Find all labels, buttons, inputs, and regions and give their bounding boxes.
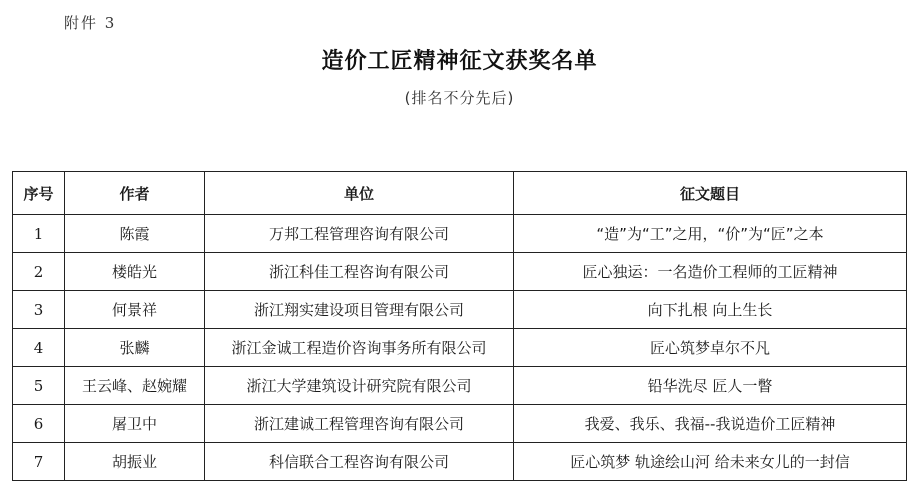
- column-header-unit: 单位: [205, 172, 514, 215]
- cell-unit: 浙江翔实建设项目管理有限公司: [205, 291, 514, 329]
- cell-no: 7: [13, 443, 65, 481]
- cell-essay: 匠心筑梦卓尔不凡: [514, 329, 907, 367]
- cell-essay: 铅华洗尽 匠人一瞥: [514, 367, 907, 405]
- cell-no: 5: [13, 367, 65, 405]
- attachment-label: 附件 3: [64, 14, 117, 32]
- cell-author: 张麟: [65, 329, 205, 367]
- cell-author: 何景祥: [65, 291, 205, 329]
- cell-no: 3: [13, 291, 65, 329]
- cell-unit: 浙江建诚工程管理咨询有限公司: [205, 405, 514, 443]
- cell-author: 王云峰、赵婉耀: [65, 367, 205, 405]
- cell-essay: 向下扎根 向上生长: [514, 291, 907, 329]
- page-subtitle: (排名不分先后): [404, 89, 515, 107]
- table-row: [13, 253, 907, 291]
- cell-essay: 匠心筑梦 轨途绘山河 给未来女儿的一封信: [514, 443, 907, 481]
- cell-no: 4: [13, 329, 65, 367]
- award-table: [12, 171, 907, 481]
- column-header-author: 作者: [65, 172, 205, 215]
- cell-unit: 科信联合工程咨询有限公司: [205, 443, 514, 481]
- cell-essay: “造”为“工”之用，“价”为“匠”之本: [514, 215, 907, 253]
- cell-unit: 万邦工程管理咨询有限公司: [205, 215, 514, 253]
- cell-unit: 浙江金诚工程造价咨询事务所有限公司: [205, 329, 514, 367]
- cell-unit: 浙江科佳工程咨询有限公司: [205, 253, 514, 291]
- cell-author: 楼皓光: [65, 253, 205, 291]
- table-row: [13, 291, 907, 329]
- table-header: [13, 172, 907, 215]
- header-row: [13, 172, 907, 215]
- column-header-essay: 征文题目: [514, 172, 907, 215]
- cell-no: 1: [13, 215, 65, 253]
- cell-author: 胡振业: [65, 443, 205, 481]
- cell-essay: 匠心独运：一名造价工程师的工匠精神: [514, 253, 907, 291]
- table-row: [13, 405, 907, 443]
- cell-no: 6: [13, 405, 65, 443]
- table-body: [13, 215, 907, 481]
- table-row: [13, 367, 907, 405]
- table-row: [13, 215, 907, 253]
- cell-unit: 浙江大学建筑设计研究院有限公司: [205, 367, 514, 405]
- cell-essay: 我爱、我乐、我福--我说造价工匠精神: [514, 405, 907, 443]
- table-row: [13, 443, 907, 481]
- page-title: 造价工匠精神征文获奖名单: [321, 49, 598, 74]
- column-header-no: 序号: [13, 172, 65, 215]
- cell-author: 陈霞: [65, 215, 205, 253]
- cell-author: 屠卫中: [65, 405, 205, 443]
- table-row: [13, 329, 907, 367]
- cell-no: 2: [13, 253, 65, 291]
